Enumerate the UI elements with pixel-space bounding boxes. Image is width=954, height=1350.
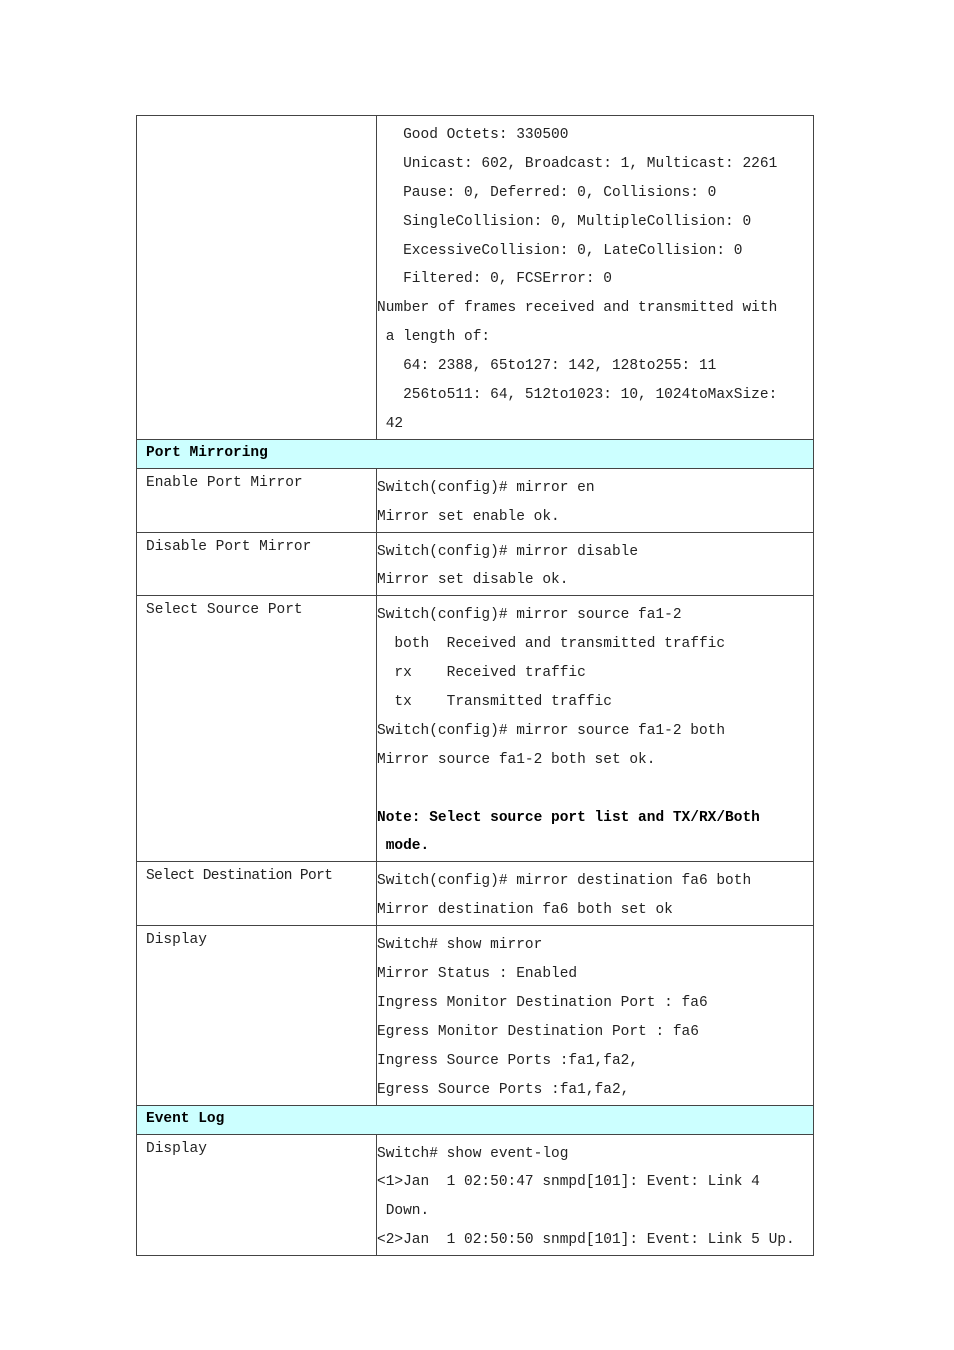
command-label: Enable Port Mirror — [146, 474, 303, 491]
output-line: Ingress Source Ports :fa1,fa2, — [377, 1052, 639, 1069]
output-line: Mirror set disable ok. — [377, 572, 569, 589]
output-line: tx Transmitted traffic — [377, 694, 612, 711]
blank-line — [377, 775, 813, 804]
output-line: Switch(config)# mirror disable — [377, 543, 639, 560]
command-label: Display — [146, 932, 207, 949]
output-line: Filtered: 0, FCSError: 0 — [377, 271, 612, 288]
output-line: <1>Jan 1 02:50:47 snmpd[101]: Event: Link 4 — [377, 1174, 760, 1191]
output-line: 256to511: 64, 512to1023: 10, 1024toMaxSize: — [377, 387, 778, 404]
output-line: Switch(config)# mirror source fa1-2 — [377, 607, 682, 624]
output-line: Mirror Status : Enabled — [377, 966, 578, 983]
command-label-cell — [137, 1134, 377, 1256]
output-line: both Received and transmitted traffic — [377, 636, 726, 653]
command-reference-table — [136, 115, 814, 1256]
output-line: <2>Jan 1 02:50:50 snmpd[101]: Event: Link 5 Up. — [377, 1232, 795, 1249]
output-line: Mirror set enable ok. — [377, 508, 560, 525]
output-line: 64: 2388, 65to127: 142, 128to255: 11 — [377, 358, 717, 375]
output-line: Mirror source fa1-2 both set ok. — [377, 751, 656, 768]
table-row — [137, 1134, 814, 1256]
output-line: Unicast: 602, Broadcast: 1, Multicast: 2261 — [377, 155, 778, 172]
command-output-cell — [377, 926, 814, 1105]
output-line: Mirror destination fa6 both set ok — [377, 902, 673, 919]
command-label-cell — [137, 532, 377, 596]
command-label-cell — [137, 468, 377, 532]
output-line: Number of frames received and transmitted with — [377, 300, 778, 317]
output-line: SingleCollision: 0, MultipleCollision: 0 — [377, 213, 752, 230]
command-output-cell — [377, 532, 814, 596]
table-row — [137, 926, 814, 1105]
command-label-cell — [137, 596, 377, 862]
command-output-cell — [377, 1134, 814, 1256]
command-output-cell — [377, 116, 814, 440]
note-line: mode. — [377, 838, 430, 855]
output-line: Egress Source Ports :fa1,fa2, — [377, 1081, 630, 1098]
table-row — [137, 862, 814, 926]
table-row — [137, 596, 814, 862]
command-output-cell — [377, 862, 814, 926]
table-row — [137, 532, 814, 596]
output-line: a length of: — [377, 329, 491, 346]
section-header-row — [137, 1105, 814, 1134]
note-line: Note: Select source port list and TX/RX/Both — [377, 809, 760, 826]
output-line: Down. — [377, 1203, 430, 1220]
command-label: Display — [146, 1140, 207, 1157]
command-label-cell — [137, 862, 377, 926]
command-label: Select Source Port — [146, 602, 303, 619]
table-row — [137, 468, 814, 532]
command-reference-table-container — [136, 115, 814, 1256]
command-label-cell — [137, 116, 377, 440]
command-label: Disable Port Mirror — [146, 538, 312, 555]
output-line: Pause: 0, Deferred: 0, Collisions: 0 — [377, 184, 717, 201]
output-line: Switch# show mirror — [377, 937, 543, 954]
output-line: Switch(config)# mirror source fa1-2 both — [377, 722, 726, 739]
output-line: ExcessiveCollision: 0, LateCollision: 0 — [377, 242, 743, 259]
command-output-cell — [377, 468, 814, 532]
output-line: Switch# show event-log — [377, 1145, 569, 1162]
command-label: Select Destination Port — [146, 868, 333, 885]
output-line: Good Octets: 330500 — [377, 127, 569, 143]
output-line: rx Received traffic — [377, 665, 586, 682]
output-line: Egress Monitor Destination Port : fa6 — [377, 1023, 699, 1040]
section-header-port-mirroring: Port Mirroring — [137, 439, 814, 468]
output-line: 42 — [377, 415, 404, 432]
output-line: Ingress Monitor Destination Port : fa6 — [377, 994, 708, 1011]
command-output-cell — [377, 596, 814, 862]
command-label-cell — [137, 926, 377, 1105]
section-header-row — [137, 439, 814, 468]
output-line: Switch(config)# mirror en — [377, 479, 595, 496]
section-header-event-log: Event Log — [137, 1105, 814, 1134]
table-row — [137, 116, 814, 440]
output-line: Switch(config)# mirror destination fa6 both — [377, 873, 752, 890]
